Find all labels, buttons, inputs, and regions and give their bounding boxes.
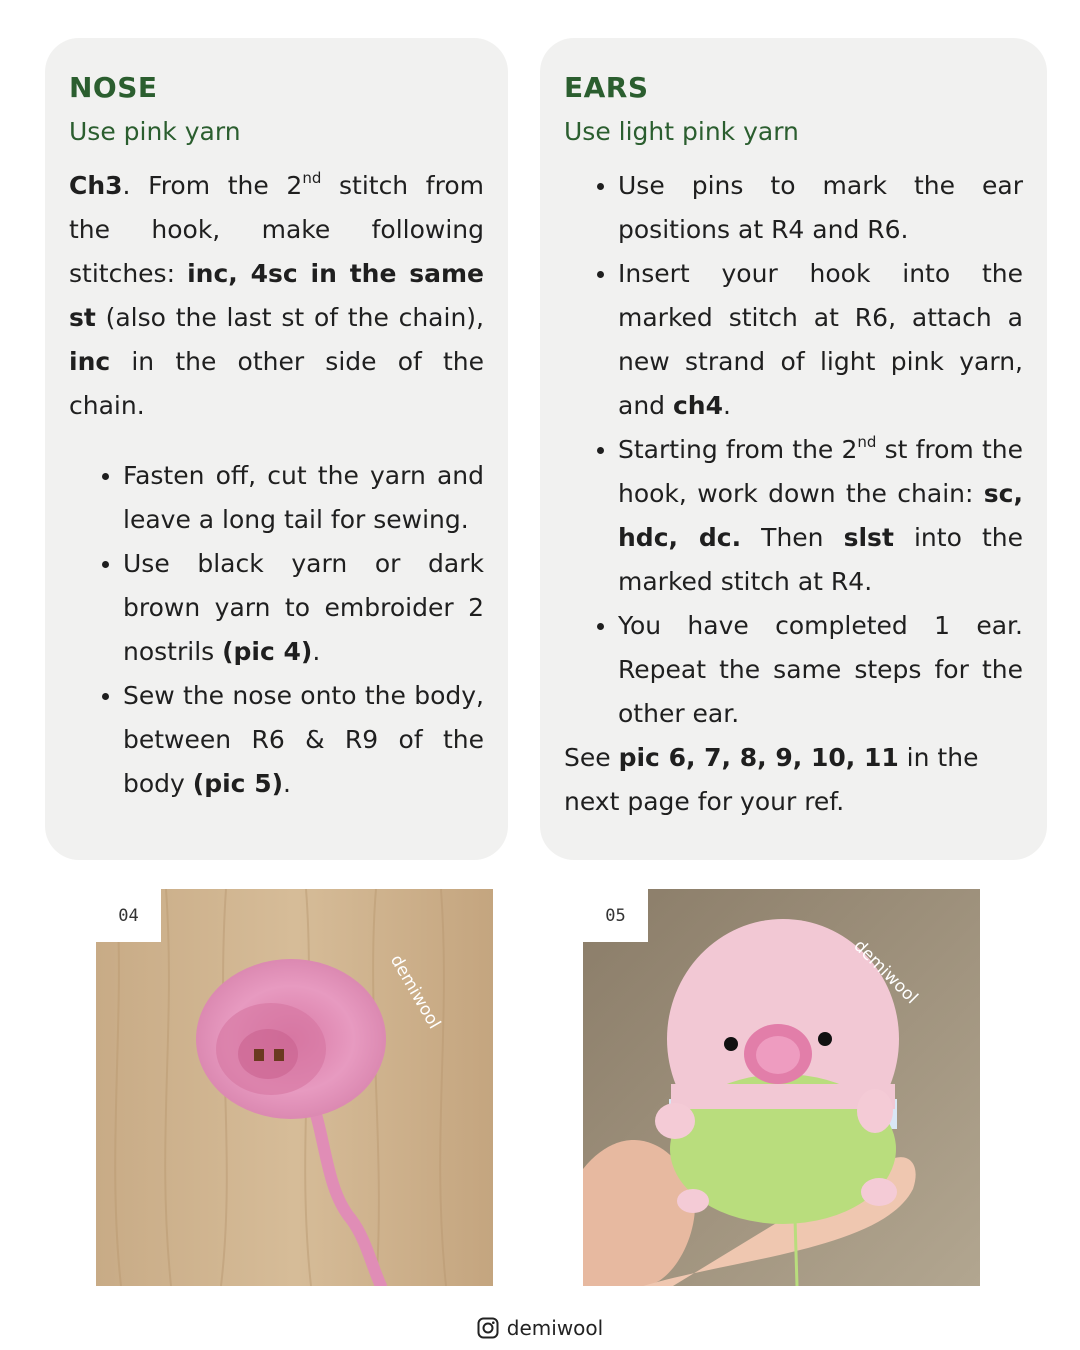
nose-step: Sew the nose onto the body, between R6 & R9 of the body (pic 5). [69, 674, 484, 806]
pic-4-watermark: demiwool [385, 951, 445, 1033]
ears-step: You have completed 1 ear. Repeat the same steps for the other ear. [564, 604, 1023, 736]
ears-step: Use pins to mark the ear positions at R4 and R6. [564, 164, 1023, 252]
nose-card [45, 38, 508, 860]
ears-card [540, 38, 1047, 860]
photo-pic-4 [96, 889, 493, 1286]
nose-steps [69, 454, 484, 806]
photo-pic-5 [583, 889, 980, 1286]
ears-step: Insert your hook into the marked stitch at R6, attach a new strand of light pink yarn, and ch4. [564, 252, 1023, 428]
nose-step: Use black yarn or dark brown yarn to embroider 2 nostrils (pic 4). [69, 542, 484, 674]
footer [0, 1313, 1080, 1343]
nose-photo-illustration [96, 889, 493, 1286]
ears-title: EARS [564, 71, 649, 104]
ears-step: Starting from the 2nd st from the hook, work down the chain: sc, hdc, dc. Then slst into the marked stitch at R4. [564, 428, 1023, 604]
pic-5-label: 05 [583, 889, 648, 942]
instagram-handle[interactable]: demiwool [506, 1316, 604, 1340]
pic-5-watermark: demiwool [849, 935, 922, 1009]
instagram-icon [477, 1317, 499, 1339]
nose-title: NOSE [69, 71, 158, 104]
ears-outro: See pic 6, 7, 8, 9, 10, 11 in the next page for your ref. [564, 743, 979, 816]
nose-subtitle: Use pink yarn [69, 117, 241, 146]
nose-intro: Ch3. From the 2nd stitch from the hook, make following stitches: inc, 4sc in the same st (also the last st of the chain), inc in the other side of the chain. [69, 169, 484, 420]
nose-step: Fasten off, cut the yarn and leave a long tail for sewing. [69, 454, 484, 542]
pic-4-label: 04 [96, 889, 161, 942]
ears-subtitle: Use light pink yarn [564, 117, 799, 146]
ears-steps [564, 164, 1023, 736]
pig-photo-illustration [583, 889, 980, 1286]
